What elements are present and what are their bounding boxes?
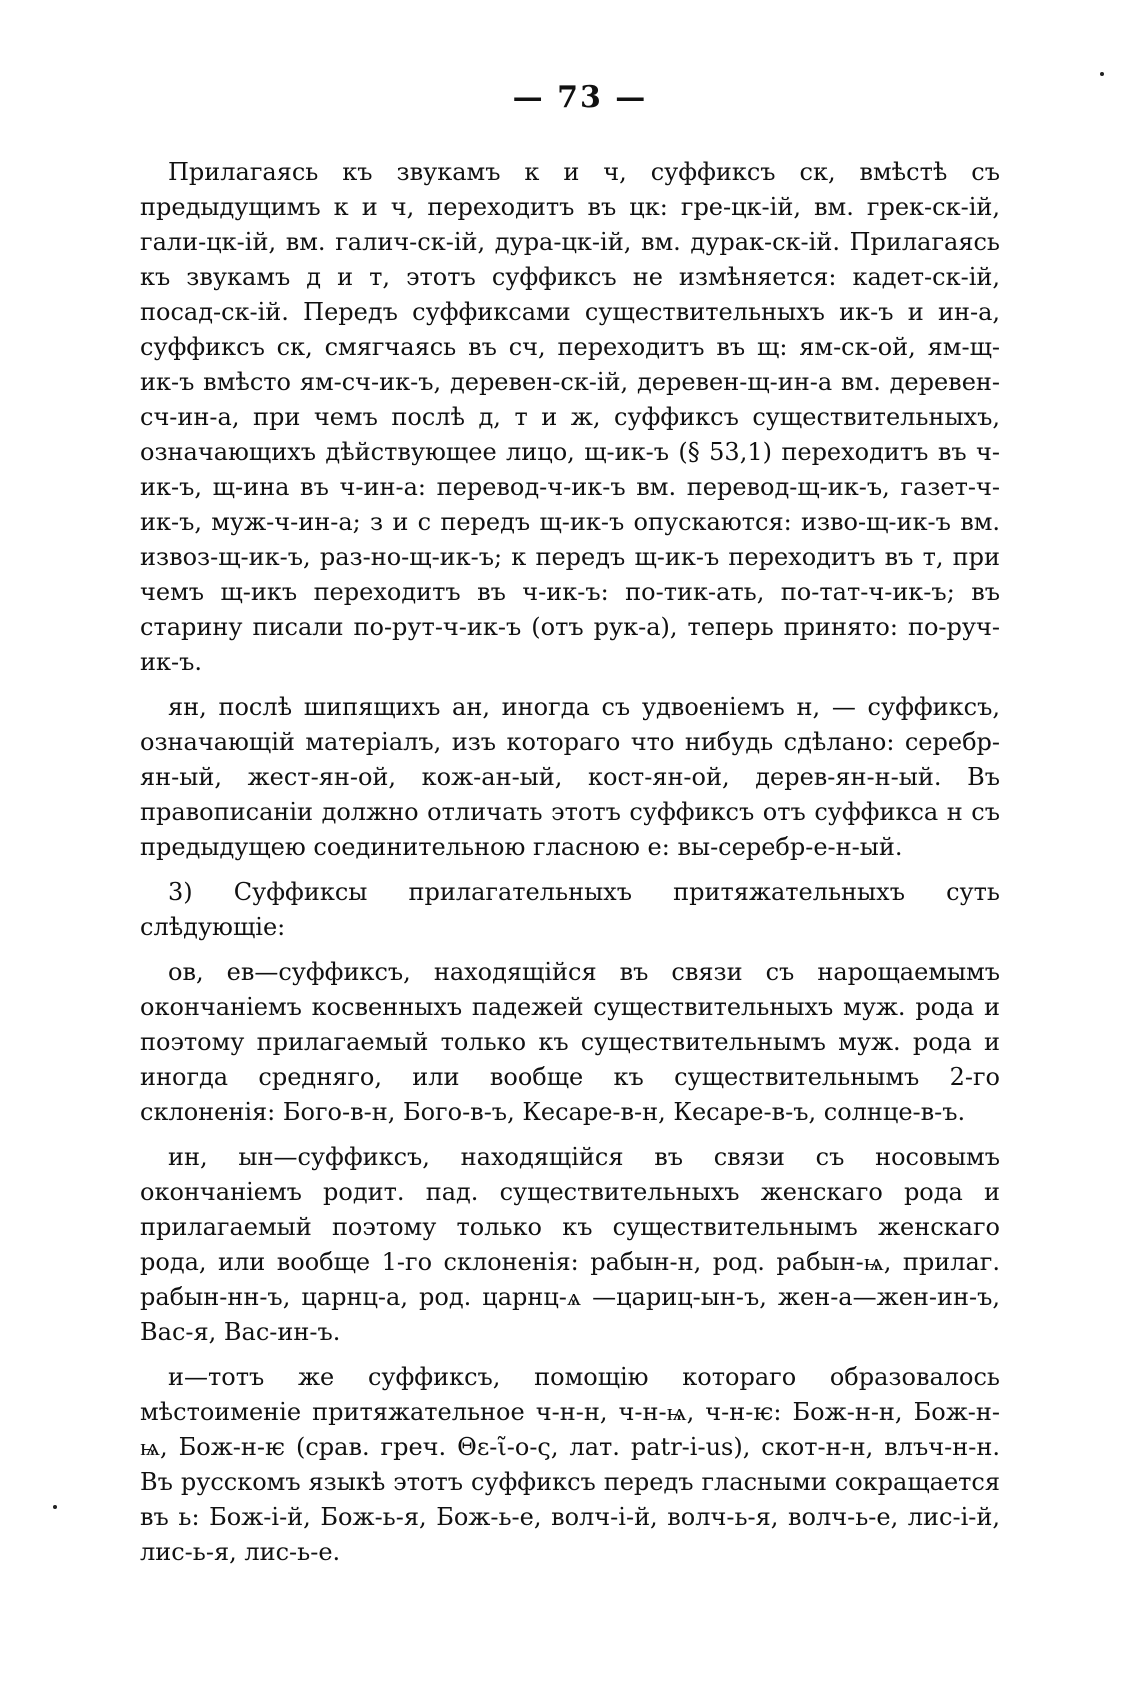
paragraph-suffix-i: и—тотъ же суффиксъ, помощію котораго образовалось мѣстоименіе притяжательное ч-н-н, ч-н-ѩ, ч-н-ѥ: Бож-н-н, Бож-н-ѩ, Бож-н-ѥ (срав. греч. Θε-ῖ-ο-ς, лат. patr-i-us), скот-н-н, влъч-н-н. Въ русскомъ языкѣ этотъ суффиксъ передъ гласными сокращается въ ь: Бож-і-й, Бож-ь-я, Бож-ь-е, волч-і-й, волч-ь-я, волч-ь-е, лис-і-й, лис-ь-я, лис-ь-е. [140,1363,1000,1566]
paragraph-suffix-sk: Прилагаясь къ звукамъ к и ч, суффиксъ ск, вмѣстѣ съ предыдущимъ к и ч, переходитъ въ цк: гре-цк-ій, вм. грек-ск-ій, гали-цк-ій, вм. галич-ск-ій, дура-цк-ій, вм. дурак-ск-ій. Прилагаясь къ звукамъ д и т, этотъ суффиксъ не измѣняется: кадет-ск-ій, посад-ск-ій. Передъ суффиксами существительныхъ ик-ъ и ин-а, суффиксъ ск, смягчаясь въ сч, переходитъ въ щ: ям-ск-ой, ям-щ-ик-ъ вмѣсто ям-сч-ик-ъ, деревен-ск-ій, деревен-щ-ин-а вм. деревен-сч-ин-а, при чемъ послѣ д, т и ж, суффиксъ существительныхъ, означающихъ дѣйствующее лицо, щ-ик-ъ (§ 53,1) переходитъ въ ч-ик-ъ, щ-ина въ ч-ин-а: перевод-ч-ик-ъ вм. перевод-щ-ик-ъ, газет-ч-ик-ъ, муж-ч-ин-а; з и с передъ щ-ик-ъ опускаются: изво-щ-ик-ъ вм. извоз-щ-ик-ъ, раз-но-щ-ик-ъ; к передъ щ-ик-ъ переходитъ въ т, при чемъ щ-икъ переходитъ въ ч-ик-ъ: по-тик-ать, по-тат-ч-ик-ъ; въ старину писали по-рут-ч-ик-ъ (отъ рук-а), теперь принято: по-руч-ик-ъ. [140,158,1000,676]
print-speck [53,1505,57,1509]
page-number: — 73 — [512,80,648,115]
print-speck [1100,72,1104,76]
paragraph-suffix-in: ин, ын—суффиксъ, находящійся въ связи съ носовымъ окончаніемъ родит. пад. существительныхъ женскаго рода и прилагаемый поэтому только къ существительнымъ женскаго рода, или вообще 1-го склоненія: рабын-н, род. рабын-ѩ, прилаг. рабын-нн-ъ, царнц-а, род. царнц-ѧ —цариц-ын-ъ, жен-а—жен-ин-ъ, Вас-я, Вас-ин-ъ. [140,1143,1000,1346]
paragraph-suffix-yan: ян, послѣ шипящихъ ан, иногда съ удвоеніемъ н, — суффиксъ, означающій матеріалъ, изъ котораго что нибудь сдѣлано: серебр-ян-ый, жест-ян-ой, кож-ан-ый, кост-ян-ой, дерев-ян-н-ый. Въ правописаніи должно отличать этотъ суффиксъ отъ суффикса н съ предыдущею соединительною гласною е: вы-серебр-е-н-ый. [140,693,1000,861]
document-page [140,80,1000,1580]
paragraph-possessive-heading: 3) Суффиксы прилагательныхъ притяжательныхъ суть слѣдующіе: [140,878,1000,941]
paragraph-suffix-ov: ов, ев—суффиксъ, находящійся въ связи съ нарощаемымъ окончаніемъ косвенныхъ падежей существительныхъ муж. рода и поэтому прилагаемый только къ существительнымъ муж. рода и иногда средняго, или вообще къ существительнымъ 2-го склоненія: Бого-в-н, Бого-в-ъ, Кесаре-в-н, Кесаре-в-ъ, солнце-в-ъ. [140,958,1000,1126]
